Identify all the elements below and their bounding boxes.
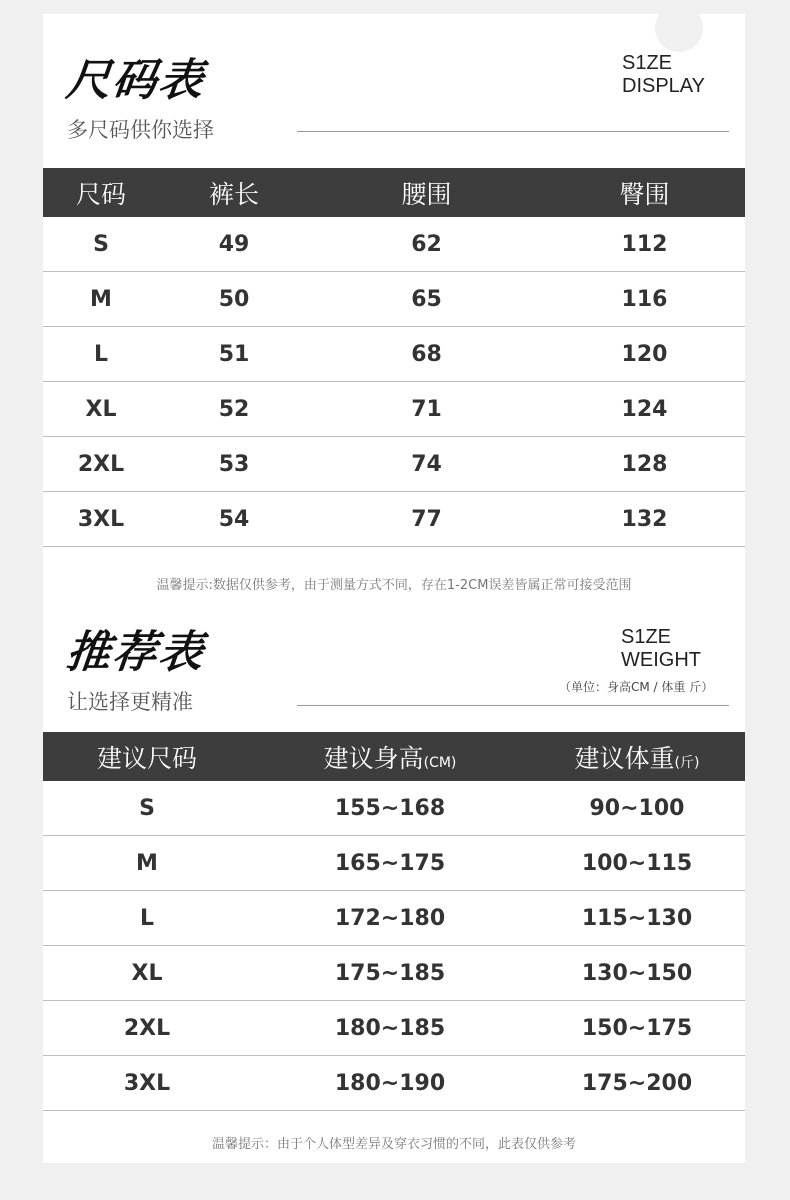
table-row [43, 327, 745, 382]
size-table [43, 168, 745, 547]
table-row [43, 1001, 745, 1056]
header-recommended-size: 建议尺码 [43, 732, 251, 781]
unit-note: （单位：身高CM / 体重 斤） [559, 680, 714, 694]
cell-hip: 116 [544, 272, 745, 327]
table-row [43, 836, 745, 891]
eng-label-line2: WEIGHT [621, 649, 701, 671]
cell-size: 2XL [43, 437, 159, 492]
cell-weight: 130~150 [529, 946, 745, 1001]
cell-height: 165~175 [251, 836, 529, 891]
cell-size: M [43, 836, 251, 891]
cell-weight: 100~115 [529, 836, 745, 891]
recommend-chart-subtitle: 让选择更精准 [67, 690, 193, 714]
cell-size: 3XL [43, 1056, 251, 1111]
cell-size: M [43, 272, 159, 327]
cell-size: L [43, 327, 159, 382]
cell-height: 180~190 [251, 1056, 529, 1111]
cell-size: L [43, 891, 251, 946]
title-divider [297, 131, 729, 132]
cell-waist: 74 [309, 437, 544, 492]
cell-length: 54 [159, 492, 309, 547]
cell-waist: 68 [309, 327, 544, 382]
size-table-header [43, 168, 745, 217]
cell-weight: 115~130 [529, 891, 745, 946]
cell-waist: 62 [309, 217, 544, 272]
table-row [43, 382, 745, 437]
cell-size: XL [43, 946, 251, 1001]
cell-hip: 112 [544, 217, 745, 272]
size-chart-subtitle: 多尺码供你选择 [67, 118, 214, 142]
table-row [43, 272, 745, 327]
table-row [43, 1056, 745, 1111]
title-divider [297, 705, 729, 706]
table-row [43, 891, 745, 946]
eng-label-line2: DISPLAY [622, 75, 705, 97]
cell-length: 50 [159, 272, 309, 327]
recommend-chart-card [43, 600, 745, 1163]
cell-length: 49 [159, 217, 309, 272]
header-recommended-height: 建议身高(CM) [251, 732, 529, 781]
table-row [43, 781, 745, 836]
cell-size: XL [43, 382, 159, 437]
cell-weight: 90~100 [529, 781, 745, 836]
recommend-table [43, 732, 745, 1111]
header-hip: 臀围 [544, 168, 745, 217]
recommend-table-header [43, 732, 745, 781]
cell-size: 3XL [43, 492, 159, 547]
cell-waist: 65 [309, 272, 544, 327]
size-chart-note: 温馨提示:数据仅供参考，由于测量方式不同，存在1-2CM误差皆属正常可接受范围 [156, 578, 632, 593]
cell-length: 53 [159, 437, 309, 492]
cell-hip: 128 [544, 437, 745, 492]
eng-label-line1: S1ZE [622, 52, 673, 74]
table-row [43, 946, 745, 1001]
cell-size: S [43, 781, 251, 836]
cell-weight: 175~200 [529, 1056, 745, 1111]
header-size: 尺码 [43, 168, 159, 217]
cell-height: 155~168 [251, 781, 529, 836]
recommend-chart-title: 推荐表 [63, 627, 208, 678]
cell-size: 2XL [43, 1001, 251, 1056]
cell-hip: 124 [544, 382, 745, 437]
size-chart-card [43, 14, 745, 614]
cell-hip: 120 [544, 327, 745, 382]
table-row [43, 437, 745, 492]
decorative-circle [655, 4, 703, 52]
table-row [43, 217, 745, 272]
recommend-chart-note: 温馨提示：由于个人体型差异及穿衣习惯的不同，此表仅供参考 [211, 1137, 576, 1152]
header-length: 裤长 [159, 168, 309, 217]
cell-hip: 132 [544, 492, 745, 547]
size-chart-title: 尺码表 [63, 55, 208, 106]
cell-height: 175~185 [251, 946, 529, 1001]
eng-label-line1: S1ZE [621, 626, 672, 648]
recommend-chart-eng-label [621, 626, 701, 672]
cell-size: S [43, 217, 159, 272]
header-waist: 腰围 [309, 168, 544, 217]
cell-height: 172~180 [251, 891, 529, 946]
cell-waist: 77 [309, 492, 544, 547]
cell-height: 180~185 [251, 1001, 529, 1056]
header-recommended-weight: 建议体重(斤) [529, 732, 745, 781]
size-chart-eng-label [622, 52, 705, 98]
cell-weight: 150~175 [529, 1001, 745, 1056]
cell-length: 51 [159, 327, 309, 382]
cell-waist: 71 [309, 382, 544, 437]
table-row [43, 492, 745, 547]
cell-length: 52 [159, 382, 309, 437]
